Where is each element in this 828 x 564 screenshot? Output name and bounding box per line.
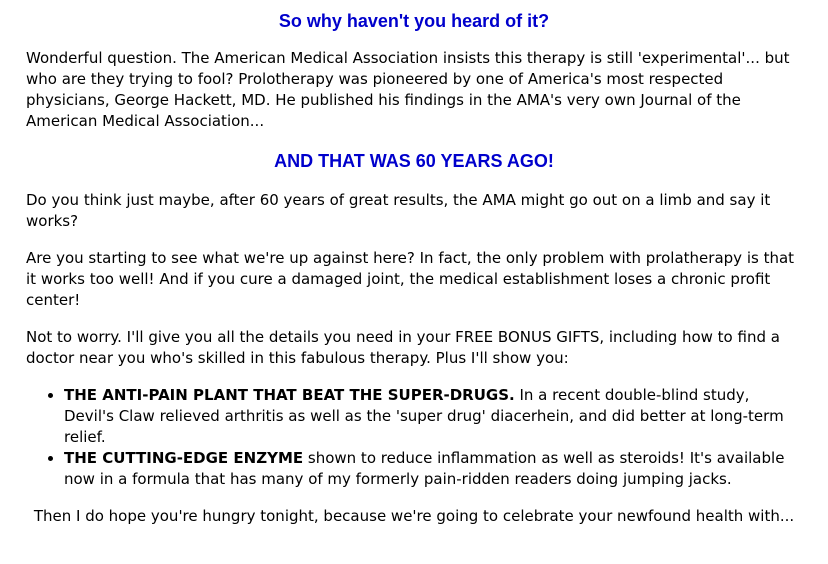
bullet-list — [26, 385, 802, 490]
paragraph-free-bonus: Not to worry. I'll give you all the details you need in your FREE BONUS GIFTS, including how to find a doctor near you who's skilled in this fabulous therapy. Plus I'll show you: — [26, 328, 780, 367]
paragraph-ama-question: Wonderful question. The American Medical Association insists this therapy is still 'experimental'... but who are they trying to fool? Prolotherapy was pioneered by one of America's most respected physicians, George Hackett, MD. He published his findings in the AMA's very own Journal of the American Medical Association... — [26, 49, 790, 130]
bullet-item-enzyme — [64, 448, 802, 490]
bullet-text: shown to reduce inflammation as well as steroids! It's available now in a formula that has many of my formerly pain-ridden readers doing jumping jacks. — [64, 449, 785, 488]
bullet-item-anti-pain-plant — [64, 385, 802, 448]
paragraph-against: Are you starting to see what we're up against here? In fact, the only problem with prolatherapy is that it works too well! And if you cure a damaged joint, the medical establishment loses a chronic profit center! — [26, 249, 795, 309]
headline-60-years: AND THAT WAS 60 YEARS AGO! — [274, 151, 554, 171]
bullet-title: THE ANTI-PAIN PLANT THAT BEAT THE SUPER-DRUGS. — [64, 386, 515, 404]
bullet-text: In a recent double-blind study, Devil's Claw relieved arthritis as well as the 'super drug' diacerhein, and did better at long-term relief. — [64, 386, 784, 446]
paragraph-60-years: Do you think just maybe, after 60 years of great results, the AMA might go out on a limb and say it works? — [26, 191, 771, 230]
paragraph-celebrate: Then I do hope you're hungry tonight, because we're going to celebrate your newfound health with... — [33, 507, 795, 525]
headline-heard-of-it: So why haven't you heard of it? — [278, 11, 550, 31]
bullet-title: THE CUTTING-EDGE ENZYME — [64, 449, 304, 467]
